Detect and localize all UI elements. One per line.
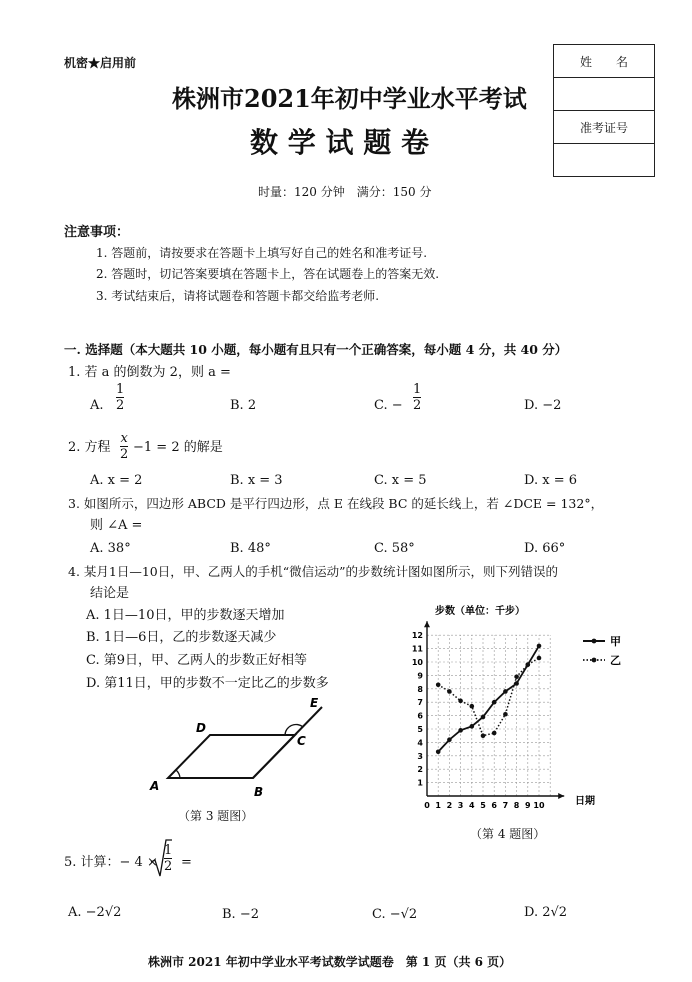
data-point-jia <box>492 700 497 705</box>
x-tick-label: 10 <box>533 801 545 810</box>
candidate-info-box <box>553 44 655 177</box>
x-tick-label: 1 <box>435 801 441 810</box>
exam-id-field[interactable] <box>554 144 655 177</box>
y-tick-label: 6 <box>417 711 423 721</box>
q5-option-b: B. −2 <box>222 907 259 922</box>
page-footer: 株洲市 2021 年初中学业水平考试数学试题卷 第 1 页（共 6 页） <box>148 955 512 969</box>
series-line-yi <box>438 658 539 736</box>
q3-stem-cont: 则 ∠A = <box>90 518 143 533</box>
paper-title: 数 学 试 题 卷 <box>250 126 429 159</box>
x-axis-arrow <box>558 793 564 799</box>
q2-fraction: x 2 <box>120 431 129 462</box>
q5-equals: = <box>181 855 192 870</box>
q5-radicand-fraction: 1 2 <box>164 843 173 874</box>
x-tick-label: 4 <box>469 801 475 810</box>
notice-item: 3. 考试结束后，请将试题卷和答题卡都交给监考老师. <box>96 289 380 303</box>
point-d-label: D <box>196 721 206 735</box>
q2-option-d: D. x = 6 <box>524 473 577 488</box>
legend-marker-yi <box>592 658 597 663</box>
q5-option-c: C. −√2 <box>372 907 418 922</box>
data-point-yi <box>458 699 463 704</box>
legend-label-yi: 乙 <box>610 654 621 667</box>
x-tick-label: 6 <box>491 801 497 810</box>
q3-option-c: C. 58° <box>374 541 415 556</box>
q4-option-c: C. 第9日，甲、乙两人的步数正好相等 <box>86 653 308 668</box>
q2-option-c: C. x = 5 <box>374 473 427 488</box>
q2-stem-pre: 2. 方程 <box>68 440 111 455</box>
x-tick-label: 3 <box>457 801 464 810</box>
data-point-yi <box>447 689 452 694</box>
exam-title: 株洲市2021年初中学业水平考试 <box>172 84 527 113</box>
q2-stem-post: −1 = 2 的解是 <box>133 440 223 455</box>
y-tick-label: 10 <box>411 658 423 667</box>
data-point-yi <box>481 733 486 738</box>
data-point-jia <box>481 715 486 720</box>
y-tick-label: 5 <box>417 725 423 734</box>
legend-marker-jia <box>592 639 597 644</box>
data-point-jia <box>503 689 508 694</box>
q4-stem: 4. 某月1日—10日，甲、乙两人的手机“微信运动”的步数统计图如图所示，则下列错误的 <box>68 564 559 579</box>
data-point-yi <box>436 682 441 687</box>
q3-caption: （第 3 题图） <box>178 809 254 823</box>
x-tick-label: 0 <box>424 801 430 810</box>
name-label: 姓 名 <box>554 45 655 78</box>
q4-option-d: D. 第11日，甲的步数不一定比乙的步数多 <box>86 676 329 691</box>
chart-series <box>436 644 541 754</box>
y-tick-label: 11 <box>411 644 423 654</box>
line-be <box>253 707 322 778</box>
x-tick-label: 2 <box>446 801 453 810</box>
data-point-yi <box>526 662 531 667</box>
q1-option-a-fraction: 1 2 <box>116 382 125 413</box>
q5-stem: 5. 计算：− 4 × <box>64 855 158 870</box>
y-axis-arrow <box>424 621 430 627</box>
parallelogram-abcd <box>168 735 295 778</box>
q3-option-d: D. 66° <box>524 541 566 556</box>
q3-figure <box>140 695 340 805</box>
q3-stem: 3. 如图所示，四边形 ABCD 是平行四边形，点 E 在线段 BC 的延长线上，若 ∠DCE = 132°， <box>68 496 604 511</box>
point-e-label: E <box>310 696 319 710</box>
section-heading: 一. 选择题（本大题共 10 小题，每小题有且只有一个正确答案，每小题 4 分，共 40 分） <box>64 342 568 357</box>
chart-x-axis-label: 日期 <box>575 796 595 807</box>
data-point-jia <box>470 724 475 729</box>
data-point-jia <box>458 728 463 733</box>
q1-option-d: D. −2 <box>524 398 562 413</box>
data-point-yi <box>503 712 508 717</box>
point-b-label: B <box>254 785 264 799</box>
y-tick-label: 1 <box>417 778 423 788</box>
y-tick-label: 4 <box>417 738 423 748</box>
q5-option-a: A. −2√2 <box>68 905 122 920</box>
angle-a-arc <box>176 770 180 778</box>
chart-legend <box>583 635 621 667</box>
q1-option-b: B. 2 <box>230 398 257 413</box>
data-point-yi <box>470 704 475 709</box>
x-tick-label: 7 <box>502 801 509 810</box>
q5-option-d: D. 2√2 <box>524 905 568 920</box>
y-tick-label: 9 <box>417 671 423 681</box>
q1-option-c-label: C. − <box>374 398 403 413</box>
y-tick-label: 8 <box>417 684 423 694</box>
data-point-jia <box>537 644 542 649</box>
q4-stem-cont: 结论是 <box>90 586 130 601</box>
notice-item: 1. 答题前，请按要求在答题卡上填写好自己的姓名和准考证号. <box>96 246 428 260</box>
q3-option-a: A. 38° <box>90 541 131 556</box>
q1-stem: 1. 若 a 的倒数为 2，则 a = <box>68 365 231 380</box>
x-tick-label: 8 <box>513 801 520 810</box>
x-tick-label: 9 <box>525 801 531 810</box>
data-point-yi <box>492 731 497 736</box>
data-point-yi <box>537 656 542 661</box>
y-tick-label: 3 <box>417 751 423 761</box>
name-field[interactable] <box>554 78 655 111</box>
y-tick-label: 2 <box>417 765 423 775</box>
point-a-label: A <box>150 779 160 793</box>
q2-option-a: A. x = 2 <box>90 473 143 488</box>
point-c-label: C <box>297 734 306 748</box>
y-tick-label: 7 <box>417 698 423 708</box>
q4-line-chart <box>405 600 665 815</box>
y-tick-label: 12 <box>411 631 423 641</box>
chart-y-axis-label: 步数（单位：千步） <box>435 606 525 617</box>
time-info: 时量：120 分钟 满分：150 分 <box>258 185 432 199</box>
notice-heading: 注意事项： <box>64 225 130 240</box>
q4-option-b: B. 1日—6日，乙的步数逐天减少 <box>86 630 277 645</box>
q4-caption: （第 4 题图） <box>470 827 546 841</box>
exam-id-label: 准考证号 <box>554 111 655 144</box>
notice-item: 2. 答题时，切记答案要填在答题卡上，答在试题卷上的答案无效. <box>96 267 440 281</box>
q3-option-b: B. 48° <box>230 541 271 556</box>
q1-option-a-label: A. <box>90 398 104 413</box>
data-point-jia <box>447 737 452 742</box>
secret-label: 机密★启用前 <box>64 56 137 70</box>
x-tick-label: 5 <box>480 801 486 810</box>
legend-label-jia: 甲 <box>610 635 621 648</box>
data-point-jia <box>436 749 441 754</box>
q4-option-a: A. 1日—10日，甲的步数逐天增加 <box>86 608 285 623</box>
data-point-yi <box>514 674 519 679</box>
q2-option-b: B. x = 3 <box>230 473 283 488</box>
q1-option-c-fraction: 1 2 <box>413 382 422 413</box>
